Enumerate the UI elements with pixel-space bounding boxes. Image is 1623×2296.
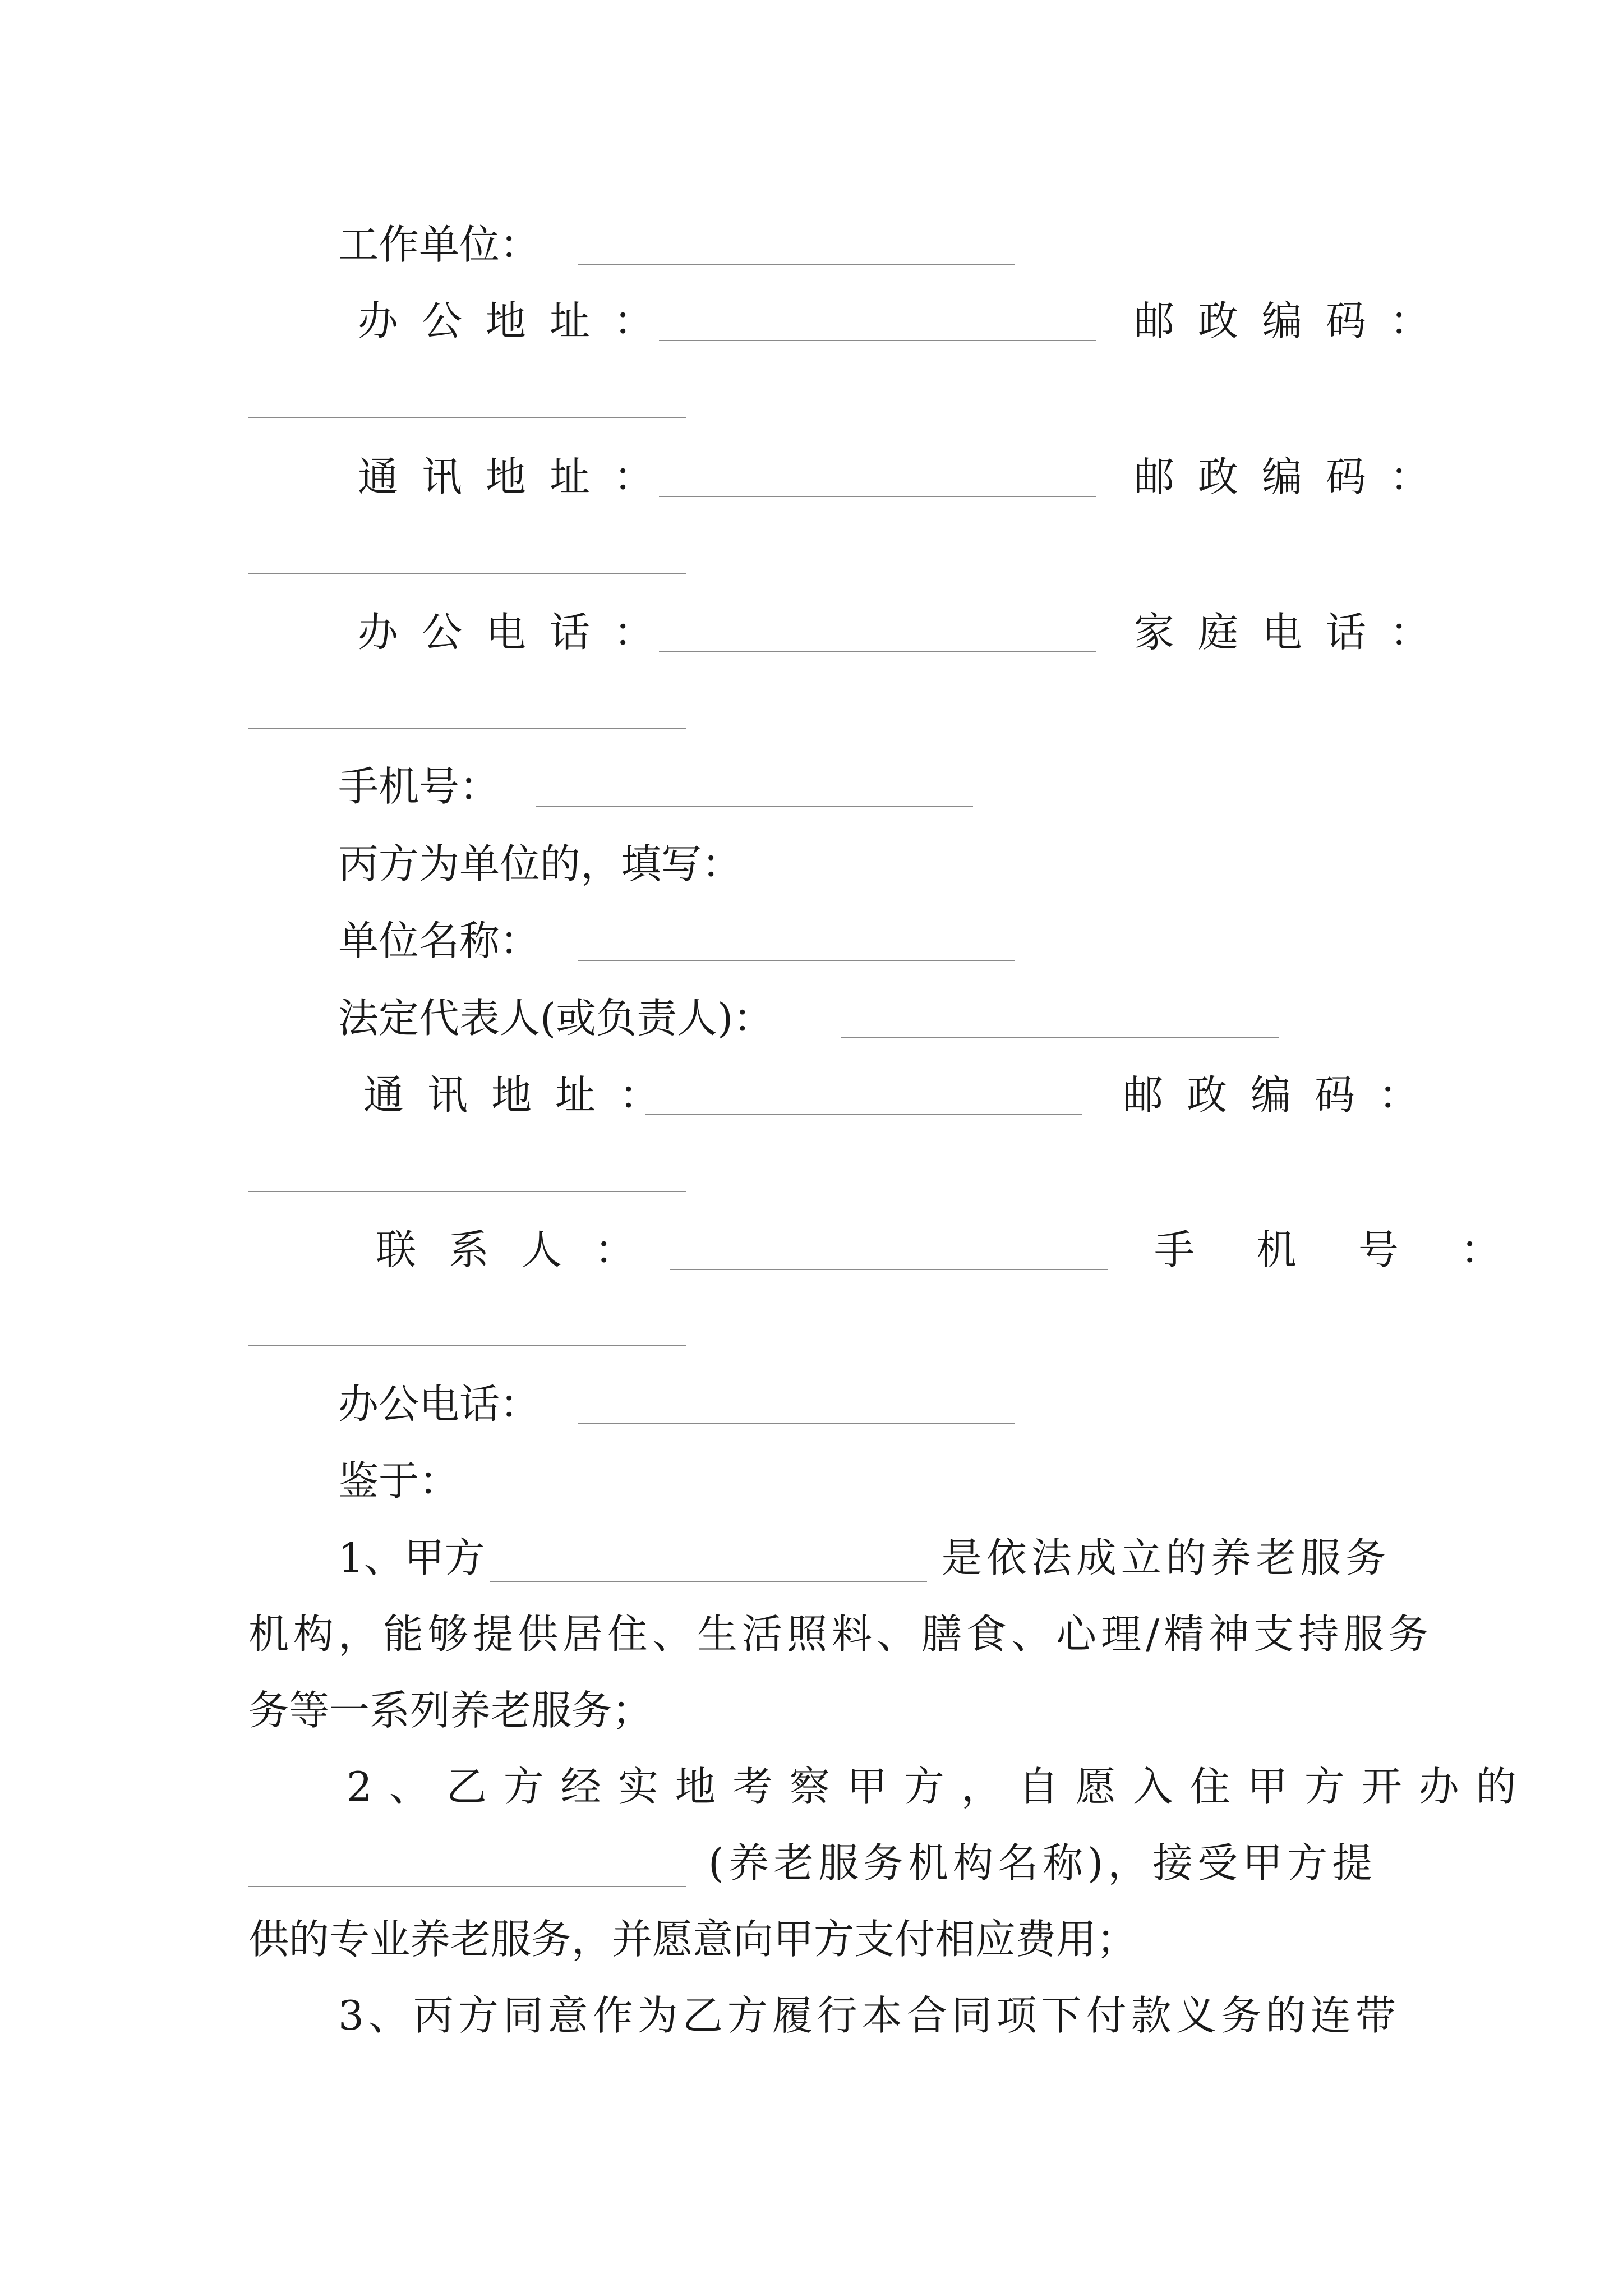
unit-mailing-address-blank[interactable] xyxy=(645,1114,1082,1115)
unit-postal-code-blank[interactable] xyxy=(248,1191,686,1192)
unit-postal-code-label: 邮政编码： xyxy=(1123,1071,1443,1119)
recital-2-blank[interactable] xyxy=(248,1886,686,1887)
recital-1-prefix: 1、甲方 xyxy=(338,1534,485,1581)
home-phone-blank[interactable] xyxy=(248,728,686,729)
unit-mailing-address-label: 通讯地址： xyxy=(363,1071,684,1119)
postal-code-blank-1[interactable] xyxy=(248,417,686,418)
recital-1-line-3: 务等一系列养老服务； xyxy=(248,1687,653,1734)
postal-code-blank-2[interactable] xyxy=(248,573,686,574)
legal-rep-label: 法定代表人(或负责人)： xyxy=(338,995,774,1042)
unit-mobile-blank[interactable] xyxy=(248,1345,686,1346)
recital-1-suffix: 是依法成立的养老服务 xyxy=(941,1534,1390,1581)
mailing-address-blank[interactable] xyxy=(659,496,1096,497)
recital-3-line-1: 3、丙方同意作为乙方履行本合同项下付款义务的连带 xyxy=(338,1992,1400,2039)
work-unit-label: 工作单位： xyxy=(338,221,541,268)
mobile-label: 手机号： xyxy=(338,763,500,810)
unit-intro: 丙方为单位的，填写： xyxy=(338,840,743,887)
recital-2-line-1: 2、乙方经实地考察甲方，自愿入住甲方开办的 xyxy=(347,1763,1533,1810)
recital-1-blank[interactable] xyxy=(490,1581,927,1582)
office-address-blank[interactable] xyxy=(659,340,1096,341)
contact-blank[interactable] xyxy=(670,1269,1108,1270)
recital-2-line-3: 供的专业养老服务，并愿意向甲方支付相应费用； xyxy=(248,1916,1137,1963)
legal-rep-blank[interactable] xyxy=(841,1037,1279,1038)
recital-1-line-1 xyxy=(338,1530,1390,1586)
mobile-blank[interactable] xyxy=(536,806,973,807)
mailing-address-label: 通讯地址： xyxy=(358,453,678,500)
office-phone-blank[interactable] xyxy=(659,651,1096,652)
office-address-label: 办公地址： xyxy=(358,297,678,344)
postal-code-label-1: 邮政编码： xyxy=(1134,297,1454,344)
recital-2-suffix: (养老服务机构名称)，接受甲方提 xyxy=(708,1839,1377,1887)
unit-mobile-label: 手机号： xyxy=(1154,1226,1563,1273)
office-phone-label: 办公电话： xyxy=(358,609,678,656)
unit-office-phone-label: 办公电话： xyxy=(338,1381,541,1428)
recital-2-line-2 xyxy=(248,1835,1377,1891)
contact-label: 联系人： xyxy=(376,1226,668,1273)
unit-office-phone-blank[interactable] xyxy=(578,1423,1015,1424)
work-unit-blank[interactable] xyxy=(578,264,1015,265)
home-phone-label: 家庭电话： xyxy=(1134,609,1454,656)
unit-name-label: 单位名称： xyxy=(338,917,541,964)
recitals-heading: 鉴于： xyxy=(338,1457,460,1504)
postal-code-label-2: 邮政编码： xyxy=(1134,453,1454,500)
recital-1-line-2: 机构，能够提供居住、生活照料、膳食、心理/精神支持服务 xyxy=(248,1611,1433,1658)
unit-name-blank[interactable] xyxy=(578,960,1015,961)
